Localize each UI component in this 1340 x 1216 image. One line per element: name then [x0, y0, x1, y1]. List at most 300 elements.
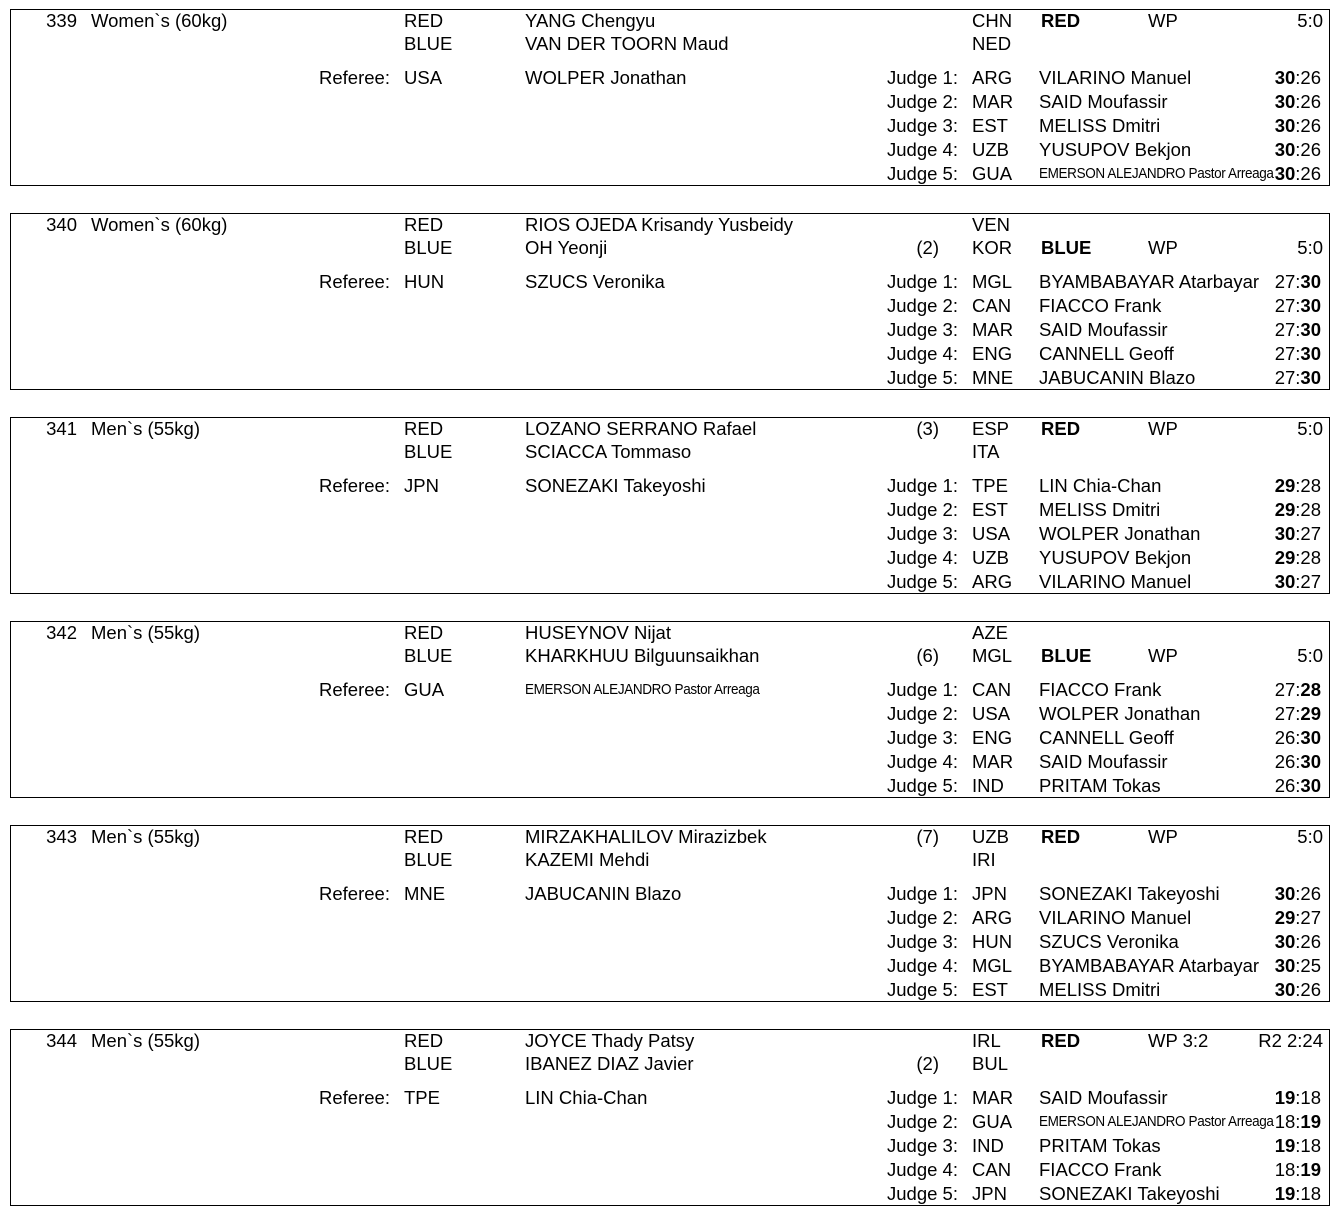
judge-score [1241, 271, 1321, 293]
red-corner-label: RED [404, 418, 444, 439]
judge-label: Judge 1: [887, 679, 958, 700]
weight-category: Women`s (60kg) [91, 10, 228, 31]
score-separator: : [1295, 139, 1301, 160]
judge-name: EMERSON ALEJANDRO Pastor Arreaga [1039, 165, 1274, 182]
judge-country: CAN [972, 1159, 1012, 1180]
judge-country: IND [972, 1135, 1004, 1156]
score-separator: : [1295, 1111, 1301, 1132]
blue-corner-label: BLUE [404, 237, 453, 258]
red-athlete-name: MIRZAKHALILOV Mirazizbek [525, 826, 767, 847]
blue-seed: (6) [916, 645, 939, 666]
judge-country: CAN [972, 679, 1012, 700]
referee-country: USA [404, 67, 443, 88]
score-separator: : [1295, 679, 1301, 700]
blue-score: 27 [1300, 523, 1321, 544]
judge-label: Judge 2: [887, 295, 958, 316]
score-separator: : [1295, 955, 1301, 976]
judge-label: Judge 3: [887, 931, 958, 952]
blue-country: ITA [972, 441, 1000, 462]
judge-country: CAN [972, 295, 1012, 316]
red-score: 30 [1274, 523, 1296, 544]
judge-country: ENG [972, 727, 1013, 748]
red-athlete-name: HUSEYNOV Nijat [525, 622, 671, 643]
judge-score [1241, 115, 1321, 137]
judge-country: ARG [972, 67, 1013, 88]
bout-block [10, 1029, 1330, 1206]
blue-score: 26 [1300, 91, 1321, 112]
winner-corner: RED [1041, 418, 1081, 439]
judge-label: Judge 1: [887, 883, 958, 904]
judge-name: CANNELL Geoff [1039, 727, 1174, 748]
score-separator: : [1295, 1183, 1301, 1204]
bout-number: 340 [46, 214, 77, 235]
red-score: 30 [1274, 883, 1296, 904]
decision: WP [1148, 645, 1178, 666]
weight-category: Men`s (55kg) [91, 826, 200, 847]
judge-label: Judge 2: [887, 907, 958, 928]
blue-seed: (2) [916, 1053, 939, 1074]
score-separator: : [1295, 1159, 1301, 1180]
red-score: 30 [1274, 163, 1296, 184]
result: 5:0 [1297, 418, 1323, 439]
red-score: 26 [1274, 775, 1296, 796]
referee-country: TPE [404, 1087, 440, 1108]
red-score: 27 [1274, 703, 1296, 724]
referee-name: WOLPER Jonathan [525, 67, 687, 88]
blue-athlete-name: SCIACCA Tommaso [525, 441, 692, 462]
score-separator: : [1295, 67, 1301, 88]
bout-block [10, 825, 1330, 1002]
red-seed: (3) [916, 418, 939, 439]
blue-corner-label: BLUE [404, 33, 453, 54]
judge-label: Judge 5: [887, 367, 958, 388]
judge-score [1241, 955, 1321, 977]
decision: WP [1148, 418, 1178, 439]
score-separator: : [1295, 499, 1301, 520]
blue-score: 26 [1300, 139, 1321, 160]
judge-label: Judge 3: [887, 523, 958, 544]
judge-score [1241, 319, 1321, 341]
red-score: 19 [1274, 1135, 1296, 1156]
judge-name: WOLPER Jonathan [1039, 523, 1201, 544]
blue-athlete-name: OH Yeonji [525, 237, 608, 258]
blue-corner-label: BLUE [404, 645, 453, 666]
red-country: VEN [972, 214, 1011, 235]
winner-corner: BLUE [1041, 237, 1092, 258]
judge-name: PRITAM Tokas [1039, 775, 1161, 796]
judge-label: Judge 5: [887, 163, 958, 184]
red-corner-label: RED [404, 10, 444, 31]
judge-country: EST [972, 115, 1008, 136]
judge-country: GUA [972, 163, 1013, 184]
judge-score [1241, 883, 1321, 905]
score-separator: : [1295, 931, 1301, 952]
blue-score: 19 [1300, 1159, 1321, 1180]
judge-score [1241, 1183, 1321, 1205]
red-score: 26 [1274, 727, 1296, 748]
blue-score: 30 [1300, 319, 1321, 340]
judge-name: LIN Chia-Chan [1039, 475, 1162, 496]
judge-country: MAR [972, 751, 1014, 772]
winner-corner: RED [1041, 10, 1081, 31]
judge-country: MAR [972, 1087, 1014, 1108]
blue-country: IRI [972, 849, 996, 870]
blue-score: 30 [1300, 295, 1321, 316]
referee-name: SZUCS Veronika [525, 271, 665, 292]
score-separator: : [1295, 319, 1301, 340]
judge-name: SAID Moufassir [1039, 319, 1168, 340]
judge-label: Judge 5: [887, 1183, 958, 1204]
blue-score: 30 [1300, 343, 1321, 364]
weight-category: Men`s (55kg) [91, 1030, 200, 1051]
score-separator: : [1295, 295, 1301, 316]
red-score: 30 [1274, 955, 1296, 976]
judge-score [1241, 979, 1321, 1001]
judge-name: FIACCO Frank [1039, 679, 1162, 700]
blue-score: 26 [1300, 931, 1321, 952]
judge-score [1241, 163, 1321, 185]
judge-score [1241, 931, 1321, 953]
blue-athlete-name: KHARKHUU Bilguunsaikhan [525, 645, 760, 666]
judge-label: Judge 1: [887, 1087, 958, 1108]
judge-country: ENG [972, 343, 1013, 364]
red-score: 29 [1274, 475, 1296, 496]
red-score: 30 [1274, 139, 1296, 160]
blue-score: 18 [1300, 1087, 1321, 1108]
judge-label: Judge 2: [887, 703, 958, 724]
weight-category: Women`s (60kg) [91, 214, 228, 235]
red-seed: (7) [916, 826, 939, 847]
weight-category: Men`s (55kg) [91, 622, 200, 643]
winner-corner: BLUE [1041, 645, 1092, 666]
referee-label: Referee: [319, 679, 390, 700]
score-separator: : [1295, 91, 1301, 112]
bout-block [10, 417, 1330, 594]
red-score: 30 [1274, 115, 1296, 136]
judge-score [1241, 1159, 1321, 1181]
judge-score [1241, 547, 1321, 569]
score-separator: : [1295, 547, 1301, 568]
judge-name: CANNELL Geoff [1039, 343, 1174, 364]
blue-score: 26 [1300, 115, 1321, 136]
judge-country: USA [972, 523, 1011, 544]
score-separator: : [1295, 727, 1301, 748]
judge-country: HUN [972, 931, 1013, 952]
score-separator: : [1295, 523, 1301, 544]
judge-label: Judge 4: [887, 343, 958, 364]
red-score: 29 [1274, 907, 1296, 928]
judge-name: SONEZAKI Takeyoshi [1039, 1183, 1220, 1204]
result: R2 2:24 [1258, 1030, 1323, 1051]
red-country: CHN [972, 10, 1013, 31]
blue-score: 18 [1300, 1135, 1321, 1156]
judge-country: USA [972, 703, 1011, 724]
blue-score: 30 [1300, 271, 1321, 292]
red-score: 30 [1274, 979, 1296, 1000]
judge-label: Judge 3: [887, 727, 958, 748]
judge-country: ARG [972, 571, 1013, 592]
red-score: 30 [1274, 91, 1296, 112]
judge-country: EST [972, 979, 1008, 1000]
score-separator: : [1295, 571, 1301, 592]
judge-name: VILARINO Manuel [1039, 571, 1192, 592]
judge-score [1241, 499, 1321, 521]
blue-score: 28 [1300, 499, 1321, 520]
judge-label: Judge 2: [887, 91, 958, 112]
blue-score: 25 [1300, 955, 1321, 976]
judge-name: SONEZAKI Takeyoshi [1039, 883, 1220, 904]
blue-score: 19 [1300, 1111, 1321, 1132]
blue-score: 28 [1300, 679, 1321, 700]
judge-name: YUSUPOV Bekjon [1039, 139, 1192, 160]
referee-label: Referee: [319, 883, 390, 904]
bout-number: 339 [46, 10, 77, 31]
score-separator: : [1295, 1135, 1301, 1156]
blue-score: 26 [1300, 67, 1321, 88]
referee-country: HUN [404, 271, 445, 292]
judge-score [1241, 1087, 1321, 1109]
blue-score: 30 [1300, 751, 1321, 772]
blue-seed: (2) [916, 237, 939, 258]
referee-country: MNE [404, 883, 446, 904]
judge-country: MAR [972, 91, 1014, 112]
judge-score [1241, 1135, 1321, 1157]
red-score: 29 [1274, 499, 1296, 520]
red-country: IRL [972, 1030, 1001, 1051]
judge-label: Judge 1: [887, 475, 958, 496]
blue-country: NED [972, 33, 1012, 54]
red-corner-label: RED [404, 622, 444, 643]
referee-label: Referee: [319, 1087, 390, 1108]
judge-label: Judge 4: [887, 955, 958, 976]
judge-name: VILARINO Manuel [1039, 67, 1192, 88]
judge-name: FIACCO Frank [1039, 1159, 1162, 1180]
blue-athlete-name: IBANEZ DIAZ Javier [525, 1053, 694, 1074]
red-country: UZB [972, 826, 1009, 847]
blue-score: 28 [1300, 547, 1321, 568]
decision: WP [1148, 10, 1178, 31]
red-corner-label: RED [404, 214, 444, 235]
judge-name: SAID Moufassir [1039, 91, 1168, 112]
red-score: 30 [1274, 571, 1296, 592]
judge-country: GUA [972, 1111, 1013, 1132]
judge-country: MNE [972, 367, 1014, 388]
red-athlete-name: JOYCE Thady Patsy [525, 1030, 695, 1051]
blue-score: 30 [1300, 775, 1321, 796]
judge-score [1241, 523, 1321, 545]
judge-country: EST [972, 499, 1008, 520]
judge-label: Judge 5: [887, 571, 958, 592]
red-country: ESP [972, 418, 1010, 439]
judge-name: VILARINO Manuel [1039, 907, 1192, 928]
blue-score: 26 [1300, 163, 1321, 184]
decision: WP [1148, 826, 1178, 847]
judge-label: Judge 1: [887, 271, 958, 292]
judge-name: BYAMBABAYAR Atarbayar [1039, 955, 1260, 976]
score-separator: : [1295, 883, 1301, 904]
judge-score [1241, 295, 1321, 317]
judge-name: SAID Moufassir [1039, 751, 1168, 772]
score-separator: : [1295, 703, 1301, 724]
red-score: 30 [1274, 67, 1296, 88]
red-score: 19 [1274, 1087, 1296, 1108]
red-country: AZE [972, 622, 1008, 643]
judge-score [1241, 679, 1321, 701]
score-separator: : [1295, 775, 1301, 796]
blue-score: 30 [1300, 727, 1321, 748]
judge-name: PRITAM Tokas [1039, 1135, 1161, 1156]
judge-label: Judge 3: [887, 115, 958, 136]
score-separator: : [1295, 271, 1301, 292]
red-athlete-name: LOZANO SERRANO Rafael [525, 418, 757, 439]
judge-score [1241, 475, 1321, 497]
judge-name: EMERSON ALEJANDRO Pastor Arreaga [1039, 1113, 1274, 1130]
judge-country: MGL [972, 271, 1013, 292]
judge-score [1241, 703, 1321, 725]
score-separator: : [1295, 163, 1301, 184]
score-separator: : [1295, 115, 1301, 136]
blue-score: 27 [1300, 907, 1321, 928]
red-score: 19 [1274, 1183, 1296, 1204]
judge-country: UZB [972, 139, 1009, 160]
blue-athlete-name: KAZEMI Mehdi [525, 849, 650, 870]
red-score: 27 [1274, 343, 1296, 364]
judge-name: MELISS Dmitri [1039, 499, 1161, 520]
judge-label: Judge 3: [887, 1135, 958, 1156]
bout-number: 343 [46, 826, 77, 847]
judge-name: SZUCS Veronika [1039, 931, 1179, 952]
blue-corner-label: BLUE [404, 849, 453, 870]
judge-label: Judge 5: [887, 979, 958, 1000]
blue-score: 26 [1300, 883, 1321, 904]
red-score: 29 [1274, 547, 1296, 568]
referee-name: LIN Chia-Chan [525, 1087, 648, 1108]
referee-name: JABUCANIN Blazo [525, 883, 682, 904]
red-score: 27 [1274, 319, 1296, 340]
referee-country: JPN [404, 475, 439, 496]
judge-label: Judge 5: [887, 775, 958, 796]
red-score: 30 [1274, 931, 1296, 952]
score-separator: : [1295, 343, 1301, 364]
bout-block [10, 621, 1330, 798]
score-separator: : [1295, 979, 1301, 1000]
red-corner-label: RED [404, 1030, 444, 1051]
judge-score [1241, 343, 1321, 365]
referee-label: Referee: [319, 475, 390, 496]
blue-country: BUL [972, 1053, 1008, 1074]
blue-score: 18 [1300, 1183, 1321, 1204]
judge-score [1241, 91, 1321, 113]
result: 5:0 [1297, 10, 1323, 31]
blue-score: 27 [1300, 571, 1321, 592]
judge-country: TPE [972, 475, 1008, 496]
score-separator: : [1295, 1087, 1301, 1108]
red-score: 18 [1274, 1159, 1296, 1180]
red-corner-label: RED [404, 826, 444, 847]
judge-name: BYAMBABAYAR Atarbayar [1039, 271, 1260, 292]
bout-number: 342 [46, 622, 77, 643]
judge-label: Judge 2: [887, 1111, 958, 1132]
bout-block [10, 213, 1330, 390]
judge-name: YUSUPOV Bekjon [1039, 547, 1192, 568]
referee-country: GUA [404, 679, 445, 700]
red-score: 18 [1274, 1111, 1296, 1132]
judge-score [1241, 1111, 1321, 1133]
judge-score [1241, 571, 1321, 593]
score-separator: : [1295, 751, 1301, 772]
blue-country: MGL [972, 645, 1013, 666]
red-score: 27 [1274, 295, 1296, 316]
decision: WP 3:2 [1148, 1030, 1209, 1051]
red-score: 27 [1274, 367, 1296, 388]
judge-country: UZB [972, 547, 1009, 568]
score-separator: : [1295, 367, 1301, 388]
judge-country: MGL [972, 955, 1013, 976]
blue-country: KOR [972, 237, 1013, 258]
judge-score [1241, 751, 1321, 773]
result: 5:0 [1297, 237, 1323, 258]
blue-score: 30 [1300, 367, 1321, 388]
judge-label: Judge 2: [887, 499, 958, 520]
referee-label: Referee: [319, 67, 390, 88]
red-score: 27 [1274, 679, 1296, 700]
decision: WP [1148, 237, 1178, 258]
judge-score [1241, 907, 1321, 929]
bout-number: 341 [46, 418, 77, 439]
judge-country: MAR [972, 319, 1014, 340]
judge-country: IND [972, 775, 1004, 796]
result: 5:0 [1297, 645, 1323, 666]
judge-label: Judge 4: [887, 547, 958, 568]
referee-name: EMERSON ALEJANDRO Pastor Arreaga [525, 681, 760, 698]
judge-score [1241, 139, 1321, 161]
winner-corner: RED [1041, 826, 1081, 847]
judge-score [1241, 727, 1321, 749]
blue-score: 28 [1300, 475, 1321, 496]
referee-label: Referee: [319, 271, 390, 292]
blue-score: 26 [1300, 979, 1321, 1000]
judge-label: Judge 4: [887, 751, 958, 772]
judge-name: JABUCANIN Blazo [1039, 367, 1196, 388]
judge-score [1241, 367, 1321, 389]
score-separator: : [1295, 907, 1301, 928]
blue-corner-label: BLUE [404, 441, 453, 462]
blue-score: 29 [1300, 703, 1321, 724]
judge-country: ARG [972, 907, 1013, 928]
blue-athlete-name: VAN DER TOORN Maud [525, 33, 729, 54]
red-athlete-name: YANG Chengyu [525, 10, 656, 31]
judge-label: Judge 1: [887, 67, 958, 88]
result: 5:0 [1297, 826, 1323, 847]
judge-label: Judge 4: [887, 139, 958, 160]
winner-corner: RED [1041, 1030, 1081, 1051]
bout-number: 344 [46, 1030, 77, 1051]
judge-score [1241, 67, 1321, 89]
judge-label: Judge 4: [887, 1159, 958, 1180]
bout-block [10, 9, 1330, 186]
referee-name: SONEZAKI Takeyoshi [525, 475, 706, 496]
red-score: 26 [1274, 751, 1296, 772]
judge-name: MELISS Dmitri [1039, 979, 1161, 1000]
judge-country: JPN [972, 1183, 1007, 1204]
judge-name: SAID Moufassir [1039, 1087, 1168, 1108]
score-separator: : [1295, 475, 1301, 496]
red-score: 27 [1274, 271, 1296, 292]
judge-name: MELISS Dmitri [1039, 115, 1161, 136]
blue-corner-label: BLUE [404, 1053, 453, 1074]
judge-name: WOLPER Jonathan [1039, 703, 1201, 724]
red-athlete-name: RIOS OJEDA Krisandy Yusbeidy [525, 214, 794, 235]
